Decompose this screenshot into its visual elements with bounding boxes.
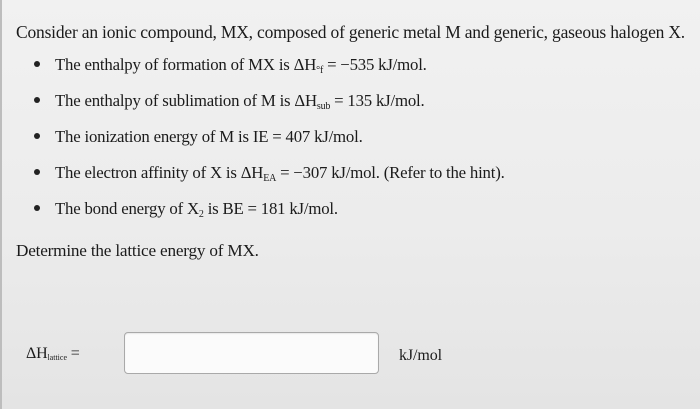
bullet-dot-icon xyxy=(34,61,40,67)
bullet-rest-text: = −535 kJ/mol. xyxy=(323,55,427,74)
question-text: Consider an ionic compound, MX, composed of generic metal M and generic, gaseous halogen X. xyxy=(16,22,685,42)
unit-label: kJ/mol xyxy=(399,347,442,364)
enthalpy-superscript: ° xyxy=(316,65,320,76)
bullet-dot-icon xyxy=(34,133,40,139)
bullet-dot-icon xyxy=(34,97,40,103)
bullet-rest-text: = 135 kJ/mol. xyxy=(330,91,425,110)
bullet-item-bond-energy xyxy=(16,199,676,235)
enthalpy-symbol: ΔH xyxy=(294,91,317,110)
enthalpy-subscript: f xyxy=(319,65,324,76)
bullet-item-enthalpy-formation xyxy=(16,55,676,91)
bullet-item-electron-affinity xyxy=(16,163,676,199)
task-prompt: Determine the lattice energy of MX. xyxy=(16,241,259,260)
answer-label-equals: = xyxy=(67,345,80,362)
bullet-text-ionization-energy: The ionization energy of M is IE = 407 kJ/mol. xyxy=(55,127,363,146)
bullet-text-enthalpy-formation xyxy=(55,55,427,77)
halogen-subscript: 2 xyxy=(198,209,204,220)
enthalpy-subscript: sub xyxy=(316,101,331,112)
answer-label-subscript: lattice xyxy=(47,353,67,362)
lattice-energy-input[interactable] xyxy=(124,332,379,374)
enthalpy-symbol: ΔH xyxy=(293,55,317,74)
bullet-rest-text: = −307 kJ/mol. (Refer to the hint). xyxy=(276,163,505,182)
answer-row xyxy=(26,332,506,378)
enthalpy-symbol: ΔH xyxy=(240,163,264,182)
bullet-item-enthalpy-sublimation xyxy=(16,91,676,127)
given-data-list xyxy=(16,55,676,235)
answer-label xyxy=(26,345,80,363)
bullet-rest-text: is BE = 181 kJ/mol. xyxy=(203,199,338,218)
bullet-lead-text: The bond energy of X xyxy=(55,199,199,218)
bullet-dot-icon xyxy=(34,169,40,175)
answer-label-symbol: ΔH xyxy=(26,345,48,362)
bullet-dot-icon xyxy=(34,205,40,211)
bullet-lead-text: The electron affinity of X is xyxy=(55,163,241,182)
bullet-item-ionization-energy xyxy=(16,127,676,163)
enthalpy-subscript: EA xyxy=(263,173,277,184)
bullet-lead-text: The enthalpy of sublimation of M is xyxy=(55,91,295,110)
bullet-lead-text: The enthalpy of formation of MX is xyxy=(55,55,294,74)
bullet-text-electron-affinity xyxy=(55,163,505,185)
bullet-text-bond-energy xyxy=(55,199,338,221)
bullet-text-enthalpy-sublimation xyxy=(55,91,424,113)
